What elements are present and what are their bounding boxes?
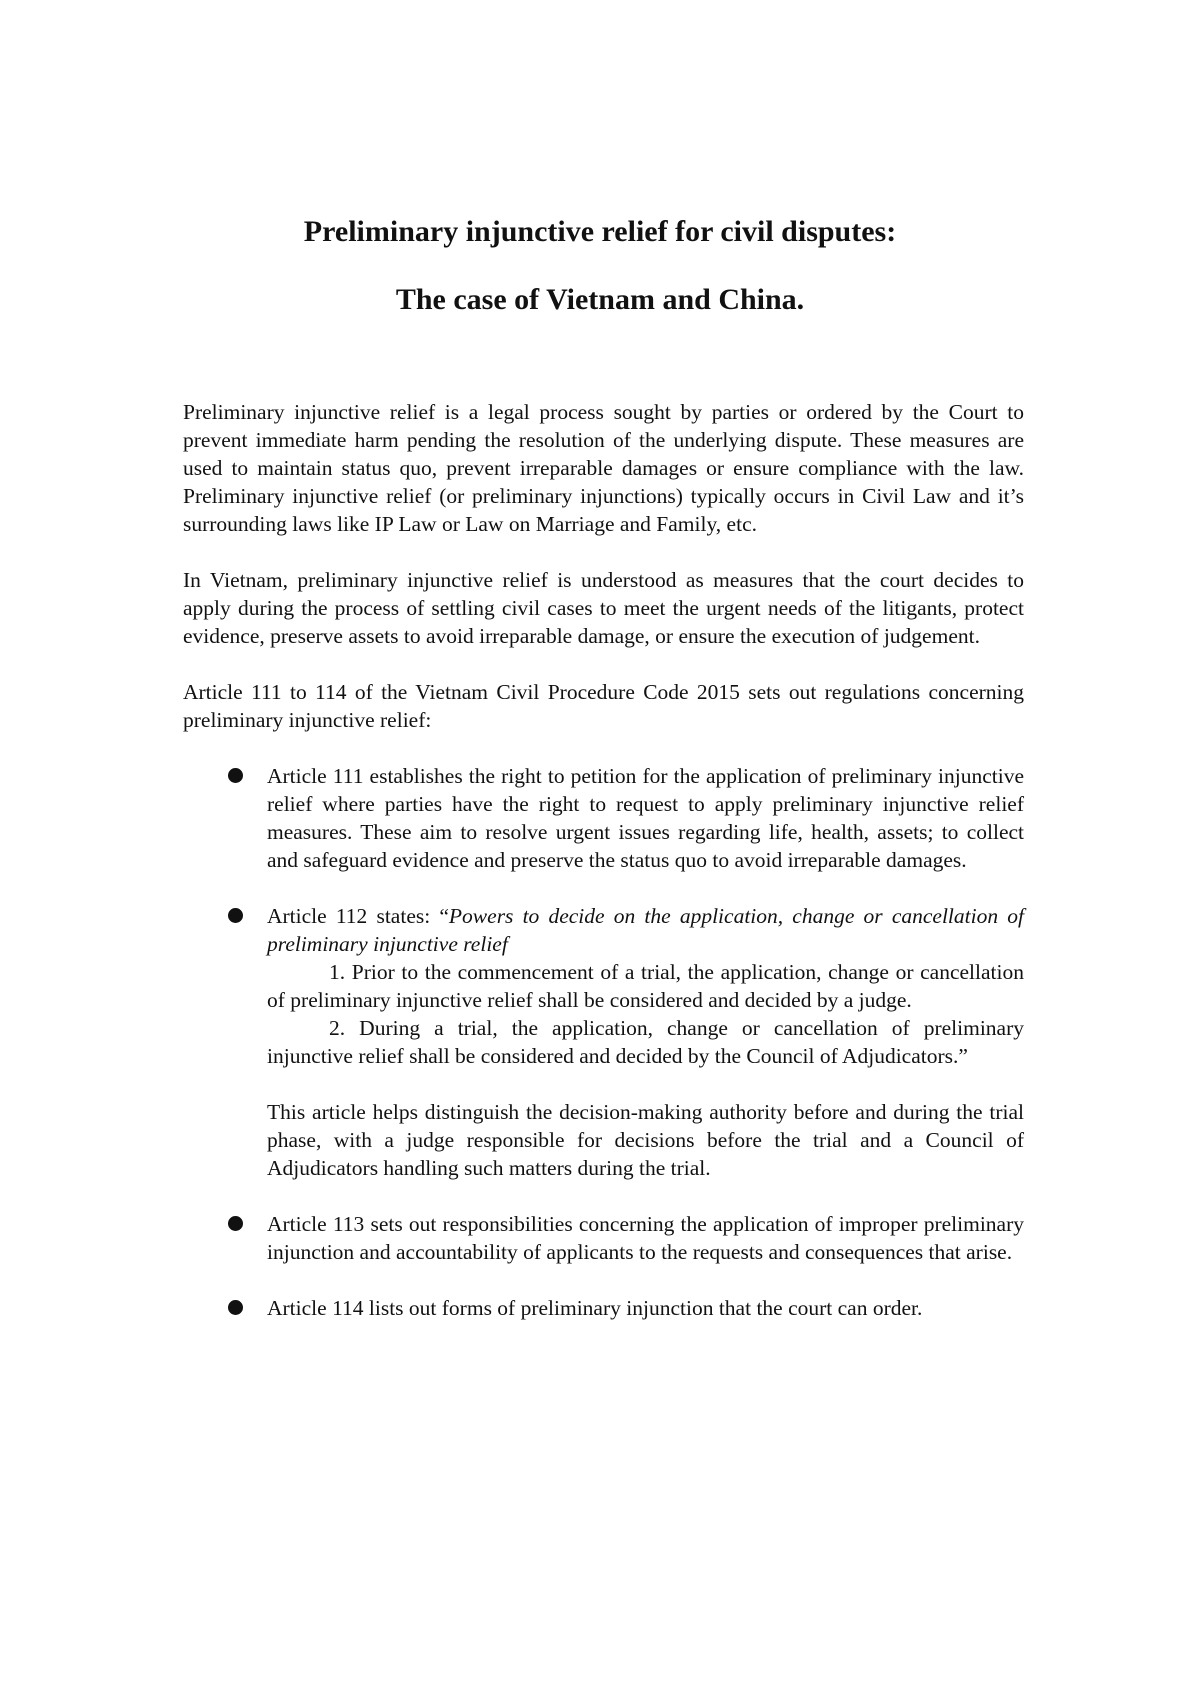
- document-title: Preliminary injunctive relief for civil disputes:: [303, 215, 897, 248]
- articles-overview-paragraph: Article 111 to 114 of the Vietnam Civil Procedure Code 2015 sets out regulations concerning preliminary injunctive relief:: [183, 680, 1024, 732]
- articles-bullet-list: [183, 762, 1024, 1322]
- intro-paragraph: Preliminary injunctive relief is a legal process sought by parties or ordered by the Court to prevent immediate harm pending the resolution of the underlying dispute. These measures are used to maintain status quo, prevent irreparable damages or ensure compliance with the law. Preliminary injunctive relief (or preliminary injunctions) typically occurs in Civil Law and it’s surrounding laws like IP Law or Law on Marriage and Family, etc.: [183, 400, 1024, 536]
- bullet-icon: [228, 1300, 243, 1315]
- vietnam-definition-paragraph: In Vietnam, preliminary injunctive relief is understood as measures that the court decides to apply during the process of settling civil cases to meet the urgent needs of the litigants, protect evidence, preserve assets to avoid irreparable damage, or ensure the execution of judgement.: [183, 568, 1024, 648]
- article-111-text: Article 111 establishes the right to petition for the application of preliminary injunctive relief where parties have the right to request to apply preliminary injunctive relief measures. These aim to resolve urgent issues regarding life, health, assets; to collect and safeguard evidence and preserve the status quo to avoid irreparable damages.: [267, 764, 1024, 872]
- list-item-article-111: [183, 762, 1024, 874]
- article-112-heading: [267, 902, 1024, 958]
- list-item-article-114: [183, 1294, 1024, 1322]
- document-body: [183, 398, 1024, 1350]
- document-subtitle: The case of Vietnam and China.: [395, 283, 805, 316]
- article-112-commentary: This article helps distinguish the decision-making authority before and during the trial phase, with a judge responsible for decisions before the trial and a Council of Adjudicators handling such matters during the trial.: [267, 1100, 1024, 1180]
- list-item-article-112: [183, 902, 1024, 1182]
- list-item-article-113: [183, 1210, 1024, 1266]
- bullet-icon: [228, 1216, 243, 1231]
- article-112-clause-1: 1. Prior to the commencement of a trial, the application, change or cancellation of preliminary injunctive relief shall be considered and decided by a judge.: [267, 960, 1024, 1012]
- article-114-text: Article 114 lists out forms of preliminary injunction that the court can order.: [267, 1296, 923, 1320]
- article-112-clause-2: 2. During a trial, the application, change or cancellation of preliminary injunctive relief shall be considered and decided by the Council of Adjudicators.”: [267, 1016, 1024, 1068]
- bullet-icon: [228, 768, 243, 783]
- article-112-italic-heading: Powers to decide on the application, change or cancellation of preliminary injunctive relief: [267, 904, 1024, 956]
- article-112-lead: Article 112 states: “: [267, 904, 449, 928]
- bullet-icon: [228, 908, 243, 923]
- article-113-text: Article 113 sets out responsibilities concerning the application of improper preliminary injunction and accountability of applicants to the requests and consequences that arise.: [267, 1212, 1024, 1264]
